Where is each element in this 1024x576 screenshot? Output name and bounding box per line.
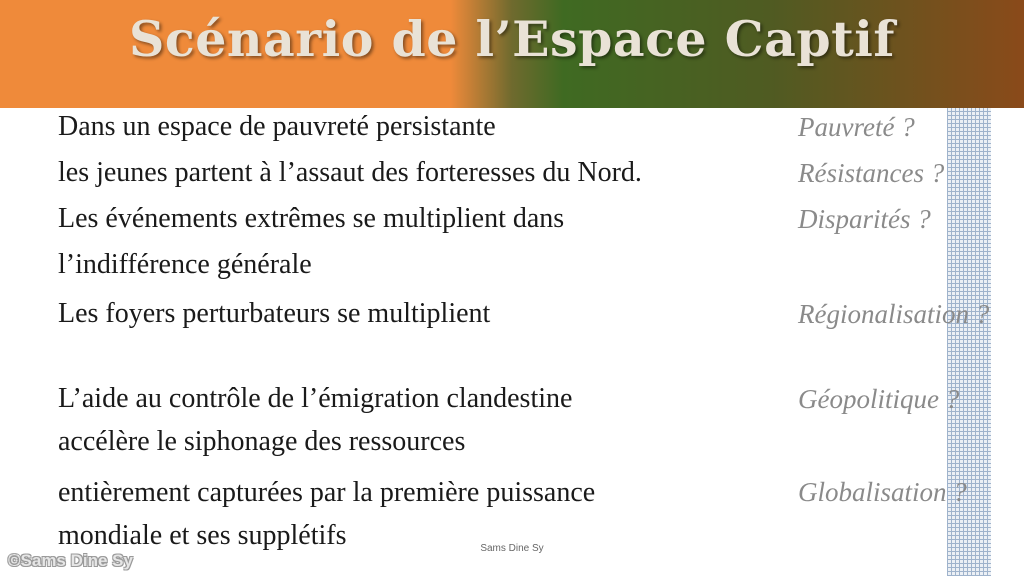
keyword-tag: Pauvreté ?: [798, 112, 915, 142]
body-line: entièrement capturées par la première puissance: [58, 477, 596, 508]
body-line: accélère le siphonage des ressources: [58, 426, 466, 457]
body-line: l’indifférence générale: [58, 249, 312, 280]
keyword-tag: Disparités ?: [798, 204, 931, 234]
body-line: Les événements extrêmes se multiplient dans: [58, 203, 565, 234]
keyword-tag: Globalisation ?: [798, 477, 967, 507]
body-line: L’aide au contrôle de l’émigration clandestine: [58, 383, 573, 414]
body-line: les jeunes partent à l’assaut des forteresses du Nord.: [58, 157, 642, 188]
keyword-tag: Résistances ?: [798, 158, 945, 188]
body-line: Les foyers perturbateurs se multiplient: [58, 298, 491, 329]
copyright-watermark: ©Sams Dine Sy: [8, 551, 133, 570]
keyword-tag: Géopolitique ?: [798, 384, 960, 414]
slide-title: Scénario de l’Espace Captif: [129, 10, 895, 68]
title-banner: [0, 0, 1024, 108]
body-line: mondiale et ses supplétifs: [58, 520, 347, 551]
body-line: Dans un espace de pauvreté persistante: [58, 111, 496, 142]
footer-author: Sams Dine Sy: [480, 543, 544, 554]
keyword-tag: Régionalisation ?: [798, 299, 990, 329]
